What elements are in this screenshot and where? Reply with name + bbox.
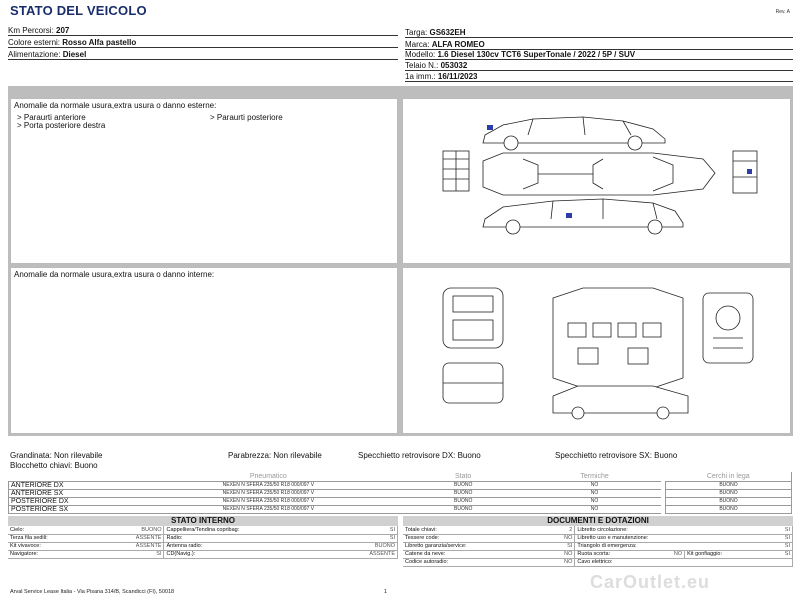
- exterior-damage-panel: [10, 98, 398, 264]
- table-row: Cielo: BUONO Cappelliera/Tendina copribag: SI: [8, 526, 398, 534]
- cerchi-table: [665, 472, 792, 514]
- interior-seats-view: [553, 288, 683, 388]
- car-rear-view: [733, 151, 757, 193]
- car-top-view: [483, 153, 715, 195]
- revision-label: Rev. A: [775, 9, 790, 15]
- documenti-block: [403, 516, 793, 567]
- section-divider: [8, 86, 793, 96]
- info-modello: Modello: 1.6 Diesel 130cv TCT6 SuperTonale / 2022 / 5P / SUV: [405, 49, 793, 60]
- interior-roof-view: [443, 288, 503, 348]
- tyres-table: [8, 472, 661, 514]
- exterior-damage-title: Anomalie da normale usura,extra usura o danno esterne:: [14, 101, 217, 110]
- damage-item: > Paraurti posteriore: [210, 113, 283, 122]
- page-title: STATO DEL VEICOLO: [10, 3, 147, 18]
- table-row: Totale chiavi: 2 Libretto circolazione: SI: [403, 526, 793, 534]
- damage-item: > Paraurti anteriore: [17, 113, 86, 122]
- specchietto-dx-status: Specchietto retrovisore DX: Buono: [358, 451, 481, 460]
- table-row: Codice autoradio: NO Cavo elettrico:: [403, 558, 793, 566]
- car-side-view-bottom: [483, 199, 683, 234]
- table-row: POSTERIORE SX NEXEN N SFERA 235/50 R18 000/097 V BUONO NO: [9, 505, 662, 513]
- table-row: BUONO: [666, 505, 792, 513]
- interior-diagram-panel: [402, 267, 791, 434]
- info-targa: Targa: GS632EH: [405, 27, 793, 38]
- watermark-logo: CarOutlet.eu: [590, 572, 711, 592]
- stato-interno-table: [8, 526, 398, 559]
- stato-interno-title: STATO INTERNO: [8, 516, 398, 526]
- table-row: BUONO: [666, 489, 792, 497]
- specchietto-sx-status: Specchietto retrovisore SX: Buono: [555, 451, 678, 460]
- info-alimentazione: Alimentazione: Diesel: [8, 49, 398, 60]
- info-immatricolazione: 1a imm.: 16/11/2023: [405, 71, 793, 82]
- car-interior-diagram: [403, 268, 792, 435]
- table-row: Terza fila sedili: ASSENTE Radio: SI: [8, 534, 398, 542]
- table-row: Catene da neve: NO Ruota scorta: NO Kit gonfiaggio: SI: [403, 550, 793, 558]
- table-row: Tessere code: NO Libretto uso e manutenzione: SI: [403, 534, 793, 542]
- car-side-view-top: [483, 117, 665, 150]
- table-row: BUONO: [666, 481, 792, 489]
- interior-side-view: [553, 386, 688, 419]
- interior-dashboard-view: [703, 293, 753, 363]
- info-telaio: Telaio N.: 053032: [405, 60, 793, 71]
- tyres-header-cerchi: Cerchi in lega: [666, 472, 792, 481]
- documenti-table: [403, 526, 793, 567]
- grandinata-status: Grandinata: Non rilevabile: [10, 451, 103, 460]
- tyres-header-pneumatico: Pneumatico: [138, 472, 398, 481]
- info-km: Km Percorsi: 207: [8, 25, 398, 36]
- table-row: Libretto garanzia/service: SI Triangolo di emergenza: SI: [403, 542, 793, 550]
- tyres-header-stato: Stato: [398, 472, 528, 481]
- blocchetto-status: Blocchetto chiavi: Buono: [10, 461, 98, 470]
- exterior-diagram-panel: [402, 98, 791, 264]
- table-row: ANTERIORE DX NEXEN N SFERA 235/50 R18 000/097 V BUONO NO: [9, 481, 662, 489]
- parabrezza-status: Parabrezza: Non rilevabile: [228, 451, 322, 460]
- car-exterior-diagram: [403, 99, 792, 265]
- table-row: BUONO: [666, 497, 792, 505]
- stato-interno-block: [8, 516, 398, 559]
- footer-page-number: 1: [384, 589, 388, 595]
- info-colore: Colore esterni: Rosso Alfa pastello: [8, 37, 398, 48]
- interior-damage-panel: [10, 267, 398, 434]
- table-row: POSTERIORE DX NEXEN N SFERA 235/50 R18 000/097 V BUONO NO: [9, 497, 662, 505]
- table-row: ANTERIORE SX NEXEN N SFERA 235/50 R18 000/097 V BUONO NO: [9, 489, 662, 497]
- documenti-title: DOCUMENTI E DOTAZIONI: [403, 516, 793, 526]
- interior-trunk-view: [443, 363, 503, 403]
- damage-item: > Porta posteriore destra: [17, 121, 106, 130]
- table-row: Kit vivavoce: ASSENTE Antenna radio: BUONO: [8, 542, 398, 550]
- interior-damage-title: Anomalie da normale usura,extra usura o danno interne:: [14, 270, 215, 279]
- tyres-header-termiche: Termiche: [528, 472, 661, 481]
- footer-company: Arval Service Lease Italia - Via Pisana 314/B, Scandicci (FI), 50018: [10, 589, 175, 595]
- car-front-view: [443, 151, 469, 191]
- table-row: Navigatore: SI CD(Navig.): ASSENTE: [8, 550, 398, 558]
- info-marca: Marca: ALFA ROMEO: [405, 39, 793, 50]
